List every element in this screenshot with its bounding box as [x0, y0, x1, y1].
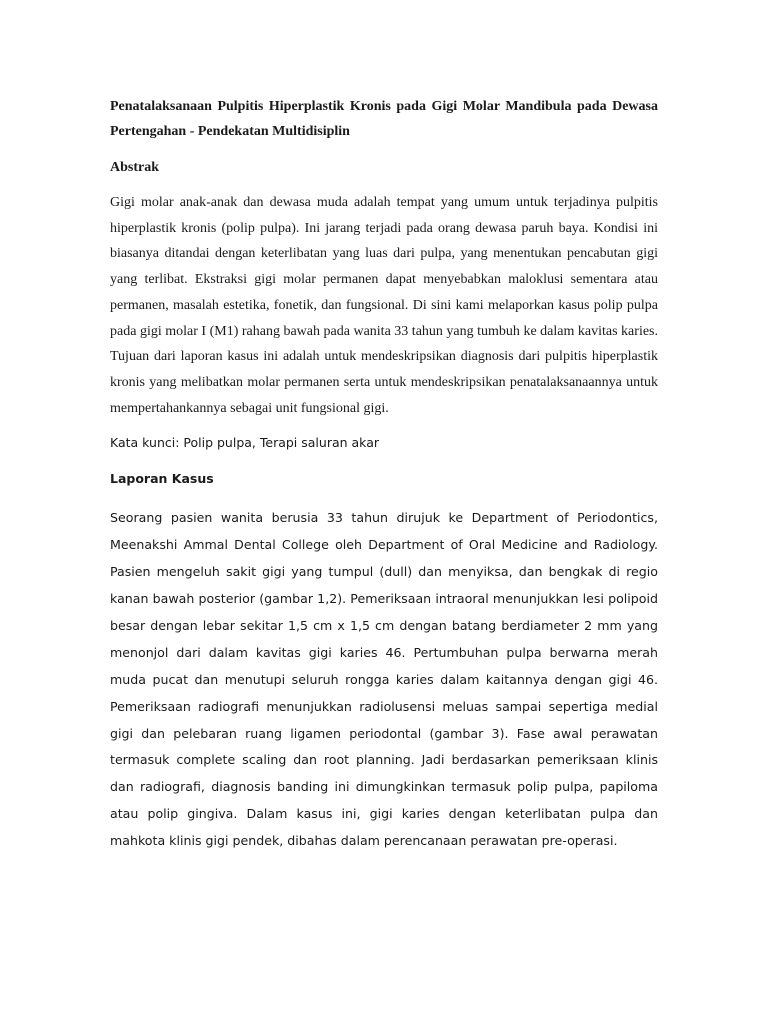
- case-report-body: Seorang pasien wanita berusia 33 tahun dirujuk ke Department of Periodontics, Meenakshi Ammal Dental College oleh Department of Oral Medicine and Radiology. Pasien mengeluh sakit gigi yang tumpul (dull) dan menyiksa, dan bengkak di regio kanan bawah posterior (gambar 1,2). Pemeriksaan intraoral menunjukkan lesi polipoid besar dengan lebar sekitar 1,5 cm x 1,5 cm dengan batang berdiameter 2 mm yang menonjol dari dalam kavitas gigi karies 46. Pertumbuhan pulpa berwarna merah muda pucat dan menutupi seluruh rongga karies dalam kaitannya dengan gigi 46. Pemeriksaan radiografi menunjukkan radiolusensi meluas sampai sepertiga medial gigi dan pelebaran ruang ligamen periodontal (gambar 3). Fase awal perawatan termasuk complete scaling dan root planning. Jadi berdasarkan pemeriksaan klinis dan radiografi, diagnosis banding ini dimungkinkan termasuk polip pulpa, papiloma atau polip gingiva. Dalam kasus ini, gigi karies dengan keterlibatan pulpa dan mahkota klinis gigi pendek, dibahas dalam perencanaan perawatan pre-operasi.: [110, 510, 658, 849]
- abstract-heading: Abstrak: [110, 160, 160, 175]
- keywords-line: Kata kunci: Polip pulpa, Terapi saluran akar: [110, 435, 379, 451]
- abstract-body: Gigi molar anak-anak dan dewasa muda adalah tempat yang umum untuk terjadinya pulpitis hiperplastik kronis (polip pulpa). Ini jarang terjadi pada orang dewasa paruh baya. Kondisi ini biasanya ditandai dengan keterlibatan yang luas dari pulpa, yang menentukan pencabutan gigi yang terlibat. Ekstraksi gigi molar permanen dapat menyebabkan maloklusi sementara atau permanen, masalah estetika, fonetik, dan fungsional. Di sini kami melaporkan kasus polip pulpa pada gigi molar I (M1) rahang bawah pada wanita 33 tahun yang tumbuh ke dalam kavitas karies. Tujuan dari laporan kasus ini adalah untuk mendeskripsikan diagnosis dari pulpitis hiperplastik kronis yang melibatkan molar permanen serta untuk mendeskripsikan penatalaksanaannya untuk mempertahankannya sebagai unit fungsional gigi.: [110, 195, 658, 416]
- document-page: [110, 94, 658, 855]
- document-title: Penatalaksanaan Pulpitis Hiperplastik Kronis pada Gigi Molar Mandibula pada Dewasa Pertengahan - Pendekatan Multidisiplin: [110, 99, 658, 139]
- case-report-heading: Laporan Kasus: [110, 471, 214, 487]
